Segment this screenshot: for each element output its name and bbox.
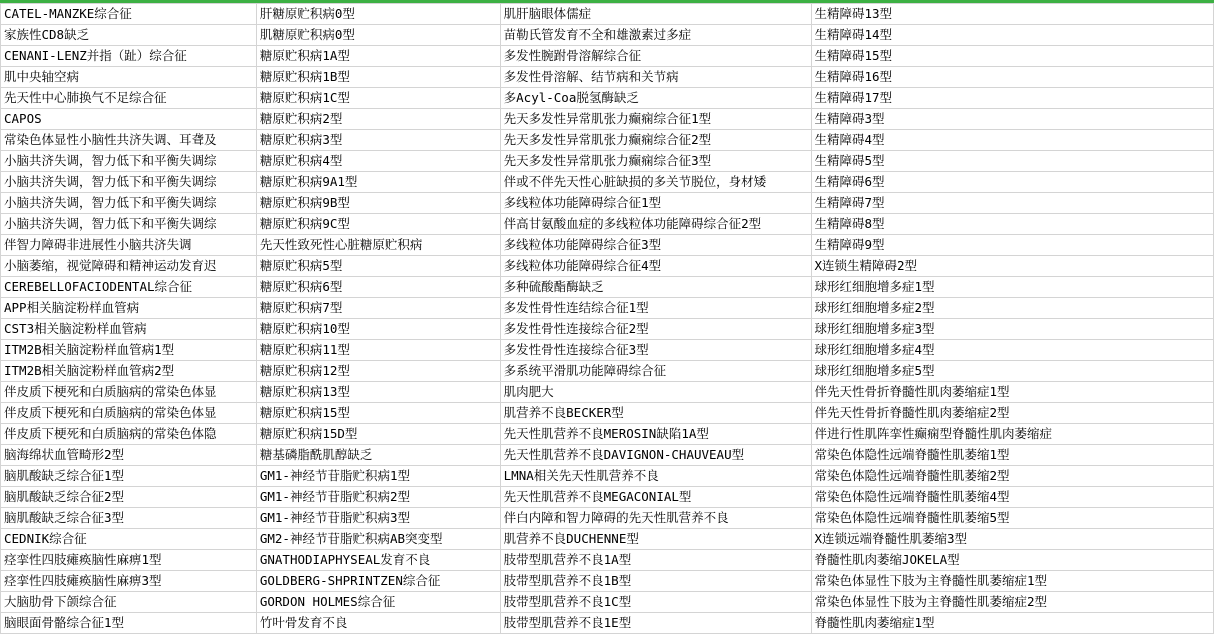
table-row bbox=[1, 613, 1214, 634]
table-cell[interactable]: ITM2B相关脑淀粉样血管病2型 bbox=[1, 361, 257, 382]
table-cell[interactable]: 脑肌酸缺乏综合征3型 bbox=[1, 508, 257, 529]
table-cell[interactable]: 糖原贮积病4型 bbox=[256, 151, 500, 172]
table-cell[interactable]: 生精障碍17型 bbox=[811, 88, 1214, 109]
table-cell[interactable]: GM1-神经节苷脂贮积病3型 bbox=[256, 508, 500, 529]
table-row bbox=[1, 151, 1214, 172]
table-row bbox=[1, 487, 1214, 508]
table-row bbox=[1, 67, 1214, 88]
table-cell[interactable]: 生精障碍7型 bbox=[811, 193, 1214, 214]
table-cell[interactable]: 脑眼面骨骼综合征1型 bbox=[1, 613, 257, 634]
table-cell[interactable]: 伴进行性肌阵挛性癫痫型脊髓性肌肉萎缩症 bbox=[811, 424, 1214, 445]
table-row bbox=[1, 340, 1214, 361]
table-cell[interactable]: 常染色体显性下肢为主脊髓性肌萎缩症1型 bbox=[811, 571, 1214, 592]
table-cell[interactable]: 生精障碍4型 bbox=[811, 130, 1214, 151]
table-cell[interactable]: 糖原贮积病1A型 bbox=[256, 46, 500, 67]
table-cell[interactable]: 多发性骨性连结综合征1型 bbox=[500, 298, 811, 319]
table-cell[interactable]: 苗勒氏管发育不全和雄激素过多症 bbox=[500, 25, 811, 46]
table-cell[interactable]: 糖原贮积病9B型 bbox=[256, 193, 500, 214]
table-row bbox=[1, 25, 1214, 46]
table-row bbox=[1, 277, 1214, 298]
table-cell[interactable]: 先天性肌营养不良DAVIGNON-CHAUVEAU型 bbox=[500, 445, 811, 466]
table-cell[interactable]: 生精障碍5型 bbox=[811, 151, 1214, 172]
table-cell[interactable]: 糖原贮积病1B型 bbox=[256, 67, 500, 88]
table-cell[interactable]: ITM2B相关脑淀粉样血管病1型 bbox=[1, 340, 257, 361]
table-cell[interactable]: 肢带型肌营养不良1C型 bbox=[500, 592, 811, 613]
table-cell[interactable]: 先天多发性异常肌张力癫痫综合征1型 bbox=[500, 109, 811, 130]
table-cell[interactable]: 多线粒体功能障碍综合征3型 bbox=[500, 235, 811, 256]
table-cell[interactable]: 糖原贮积病15型 bbox=[256, 403, 500, 424]
table-row bbox=[1, 130, 1214, 151]
table-cell[interactable]: 脑海绵状血管畸形2型 bbox=[1, 445, 257, 466]
table-cell[interactable]: 糖原贮积病5型 bbox=[256, 256, 500, 277]
table-cell[interactable]: 先天性肌营养不良MEGACONIAL型 bbox=[500, 487, 811, 508]
table-cell[interactable]: 多发性腕跗骨溶解综合征 bbox=[500, 46, 811, 67]
table-cell[interactable]: 生精障碍16型 bbox=[811, 67, 1214, 88]
table-cell[interactable]: 先天多发性异常肌张力癫痫综合征2型 bbox=[500, 130, 811, 151]
table-cell[interactable]: 伴先天性骨折脊髓性肌肉萎缩症2型 bbox=[811, 403, 1214, 424]
table-row bbox=[1, 550, 1214, 571]
table-cell[interactable]: CEDNIK综合征 bbox=[1, 529, 257, 550]
table-cell[interactable]: 伴皮质下梗死和白质脑病的常染色体显 bbox=[1, 403, 257, 424]
table-row bbox=[1, 529, 1214, 550]
table-cell[interactable]: GM1-神经节苷脂贮积病2型 bbox=[256, 487, 500, 508]
table-cell[interactable]: X连锁生精障碍2型 bbox=[811, 256, 1214, 277]
table-row bbox=[1, 172, 1214, 193]
table-cell[interactable]: 生精障碍6型 bbox=[811, 172, 1214, 193]
table-cell[interactable]: 肌营养不良DUCHENNE型 bbox=[500, 529, 811, 550]
table-cell[interactable]: 伴皮质下梗死和白质脑病的常染色体隐 bbox=[1, 424, 257, 445]
table-cell[interactable]: 多线粒体功能障碍综合征4型 bbox=[500, 256, 811, 277]
table-cell[interactable]: 小脑共济失调，智力低下和平衡失调综 bbox=[1, 172, 257, 193]
table-cell[interactable]: 肌肉肥大 bbox=[500, 382, 811, 403]
table-cell[interactable]: CAPOS bbox=[1, 109, 257, 130]
table-cell[interactable]: 痉挛性四肢瘫痪脑性麻痹1型 bbox=[1, 550, 257, 571]
table-cell[interactable]: CENANI-LENZ并指（趾）综合征 bbox=[1, 46, 257, 67]
table-row bbox=[1, 466, 1214, 487]
table-cell[interactable]: GM2-神经节苷脂贮积病AB突变型 bbox=[256, 529, 500, 550]
table-cell[interactable]: CEREBELLOFACIODENTAL综合征 bbox=[1, 277, 257, 298]
table-cell[interactable]: GOLDBERG-SHPRINTZEN综合征 bbox=[256, 571, 500, 592]
table-cell[interactable]: 球形红细胞增多症2型 bbox=[811, 298, 1214, 319]
table-cell[interactable]: 生精障碍14型 bbox=[811, 25, 1214, 46]
table-row bbox=[1, 109, 1214, 130]
table-cell[interactable]: 常染色体显性小脑性共济失调、耳聋及 bbox=[1, 130, 257, 151]
table-cell[interactable]: 竹叶骨发育不良 bbox=[256, 613, 500, 634]
table-cell[interactable]: 脑肌酸缺乏综合征2型 bbox=[1, 487, 257, 508]
table-cell[interactable]: 伴皮质下梗死和白质脑病的常染色体显 bbox=[1, 382, 257, 403]
table-cell[interactable]: 脑肌酸缺乏综合征1型 bbox=[1, 466, 257, 487]
table-cell[interactable]: 生精障碍9型 bbox=[811, 235, 1214, 256]
table-row bbox=[1, 445, 1214, 466]
table-cell[interactable]: 伴白内障和智力障碍的先天性肌营养不良 bbox=[500, 508, 811, 529]
table-cell[interactable]: 肢带型肌营养不良1A型 bbox=[500, 550, 811, 571]
table-cell[interactable]: 生精障碍8型 bbox=[811, 214, 1214, 235]
table-cell[interactable]: 小脑萎缩，视觉障碍和精神运动发育迟 bbox=[1, 256, 257, 277]
table-cell[interactable]: 糖原贮积病6型 bbox=[256, 277, 500, 298]
table-cell[interactable]: 糖原贮积病15D型 bbox=[256, 424, 500, 445]
table-cell[interactable]: 球形红细胞增多症1型 bbox=[811, 277, 1214, 298]
table-cell[interactable]: GORDON HOLMES综合征 bbox=[256, 592, 500, 613]
table-cell[interactable]: 先天多发性异常肌张力癫痫综合征3型 bbox=[500, 151, 811, 172]
table-cell[interactable]: 球形红细胞增多症4型 bbox=[811, 340, 1214, 361]
table-cell[interactable]: 肌中央轴空病 bbox=[1, 67, 257, 88]
table-cell[interactable]: 痉挛性四肢瘫痪脑性麻痹3型 bbox=[1, 571, 257, 592]
table-cell[interactable]: 糖原贮积病12型 bbox=[256, 361, 500, 382]
table-row bbox=[1, 592, 1214, 613]
table-cell[interactable]: 脊髓性肌肉萎缩JOKELA型 bbox=[811, 550, 1214, 571]
table-cell[interactable]: 糖原贮积病13型 bbox=[256, 382, 500, 403]
table-cell[interactable]: 肌营养不良BECKER型 bbox=[500, 403, 811, 424]
table-cell[interactable]: 大脑肋骨下颌综合征 bbox=[1, 592, 257, 613]
table-cell[interactable]: 生精障碍3型 bbox=[811, 109, 1214, 130]
table-row bbox=[1, 214, 1214, 235]
table-cell[interactable]: 肢带型肌营养不良1B型 bbox=[500, 571, 811, 592]
table-cell[interactable]: 肝糖原贮积病0型 bbox=[256, 4, 500, 25]
table-cell[interactable]: 多线粒体功能障碍综合征1型 bbox=[500, 193, 811, 214]
table-cell[interactable]: 多发性骨溶解、结节病和关节病 bbox=[500, 67, 811, 88]
table-cell[interactable]: 糖原贮积病7型 bbox=[256, 298, 500, 319]
table-cell[interactable]: 小脑共济失调，智力低下和平衡失调综 bbox=[1, 151, 257, 172]
table-cell[interactable]: 糖原贮积病9A1型 bbox=[256, 172, 500, 193]
table-cell[interactable]: 多发性骨性连接综合征2型 bbox=[500, 319, 811, 340]
table-cell[interactable]: 常染色体隐性远端脊髓性肌萎缩4型 bbox=[811, 487, 1214, 508]
table-row bbox=[1, 403, 1214, 424]
table-cell[interactable]: 糖原贮积病9C型 bbox=[256, 214, 500, 235]
table-cell[interactable]: 肌肝脑眼体儒症 bbox=[500, 4, 811, 25]
table-row bbox=[1, 88, 1214, 109]
table-row bbox=[1, 571, 1214, 592]
table-cell[interactable]: 先天性肌营养不良MEROSIN缺陷1A型 bbox=[500, 424, 811, 445]
table-cell[interactable]: 小脑共济失调，智力低下和平衡失调综 bbox=[1, 214, 257, 235]
table-cell[interactable]: 多Acyl-Coa脱氢酶缺乏 bbox=[500, 88, 811, 109]
table-cell[interactable]: 多系统平滑肌功能障碍综合征 bbox=[500, 361, 811, 382]
table-cell[interactable]: LMNA相关先天性肌营养不良 bbox=[500, 466, 811, 487]
table-row bbox=[1, 424, 1214, 445]
table-row bbox=[1, 508, 1214, 529]
table-row bbox=[1, 361, 1214, 382]
table-cell[interactable]: APP相关脑淀粉样血管病 bbox=[1, 298, 257, 319]
table-cell[interactable]: 糖原贮积病11型 bbox=[256, 340, 500, 361]
table-cell[interactable]: GNATHODIAPHYSEAL发育不良 bbox=[256, 550, 500, 571]
table-cell[interactable]: CST3相关脑淀粉样血管病 bbox=[1, 319, 257, 340]
table-cell[interactable]: 球形红细胞增多症5型 bbox=[811, 361, 1214, 382]
grid-body bbox=[1, 4, 1214, 634]
table-cell[interactable]: X连锁远端脊髓性肌萎缩3型 bbox=[811, 529, 1214, 550]
table-row bbox=[1, 382, 1214, 403]
table-cell[interactable]: 常染色体隐性远端脊髓性肌萎缩2型 bbox=[811, 466, 1214, 487]
table-row bbox=[1, 256, 1214, 277]
table-row bbox=[1, 298, 1214, 319]
table-cell[interactable]: CATEL-MANZKE综合征 bbox=[1, 4, 257, 25]
table-cell[interactable]: GM1-神经节苷脂贮积病1型 bbox=[256, 466, 500, 487]
table-cell[interactable]: 多种硫酸酯酶缺乏 bbox=[500, 277, 811, 298]
table-cell[interactable]: 糖原贮积病10型 bbox=[256, 319, 500, 340]
table-cell[interactable]: 多发性骨性连接综合征3型 bbox=[500, 340, 811, 361]
table-cell[interactable]: 先天性中心肺换气不足综合征 bbox=[1, 88, 257, 109]
table-cell[interactable]: 糖原贮积病2型 bbox=[256, 109, 500, 130]
table-cell[interactable]: 脊髓性肌肉萎缩症1型 bbox=[811, 613, 1214, 634]
spreadsheet-grid bbox=[0, 3, 1214, 634]
table-cell[interactable]: 伴高甘氨酸血症的多线粒体功能障碍综合征2型 bbox=[500, 214, 811, 235]
table-cell[interactable]: 肌糖原贮积病0型 bbox=[256, 25, 500, 46]
table-cell[interactable]: 先天性致死性心脏糖原贮积病 bbox=[256, 235, 500, 256]
table-cell[interactable]: 伴或不伴先天性心脏缺损的多关节脱位，身材矮 bbox=[500, 172, 811, 193]
table-cell[interactable]: 小脑共济失调，智力低下和平衡失调综 bbox=[1, 193, 257, 214]
table-cell[interactable]: 糖原贮积病3型 bbox=[256, 130, 500, 151]
table-cell[interactable]: 常染色体隐性远端脊髓性肌萎缩1型 bbox=[811, 445, 1214, 466]
table-row bbox=[1, 46, 1214, 67]
table-cell[interactable]: 常染色体隐性远端脊髓性肌萎缩5型 bbox=[811, 508, 1214, 529]
table-cell[interactable]: 肢带型肌营养不良1E型 bbox=[500, 613, 811, 634]
table-row bbox=[1, 4, 1214, 25]
table-row bbox=[1, 319, 1214, 340]
table-row bbox=[1, 235, 1214, 256]
table-cell[interactable]: 伴智力障碍非进展性小脑共济失调 bbox=[1, 235, 257, 256]
table-cell[interactable]: 常染色体显性下肢为主脊髓性肌萎缩症2型 bbox=[811, 592, 1214, 613]
table-cell[interactable]: 糖原贮积病1C型 bbox=[256, 88, 500, 109]
table-cell[interactable]: 生精障碍13型 bbox=[811, 4, 1214, 25]
table-cell[interactable]: 伴先天性骨折脊髓性肌肉萎缩症1型 bbox=[811, 382, 1214, 403]
table-row bbox=[1, 193, 1214, 214]
table-cell[interactable]: 生精障碍15型 bbox=[811, 46, 1214, 67]
table-cell[interactable]: 家族性CD8缺乏 bbox=[1, 25, 257, 46]
table-cell[interactable]: 球形红细胞增多症3型 bbox=[811, 319, 1214, 340]
table-cell[interactable]: 糖基磷脂酰肌醇缺乏 bbox=[256, 445, 500, 466]
